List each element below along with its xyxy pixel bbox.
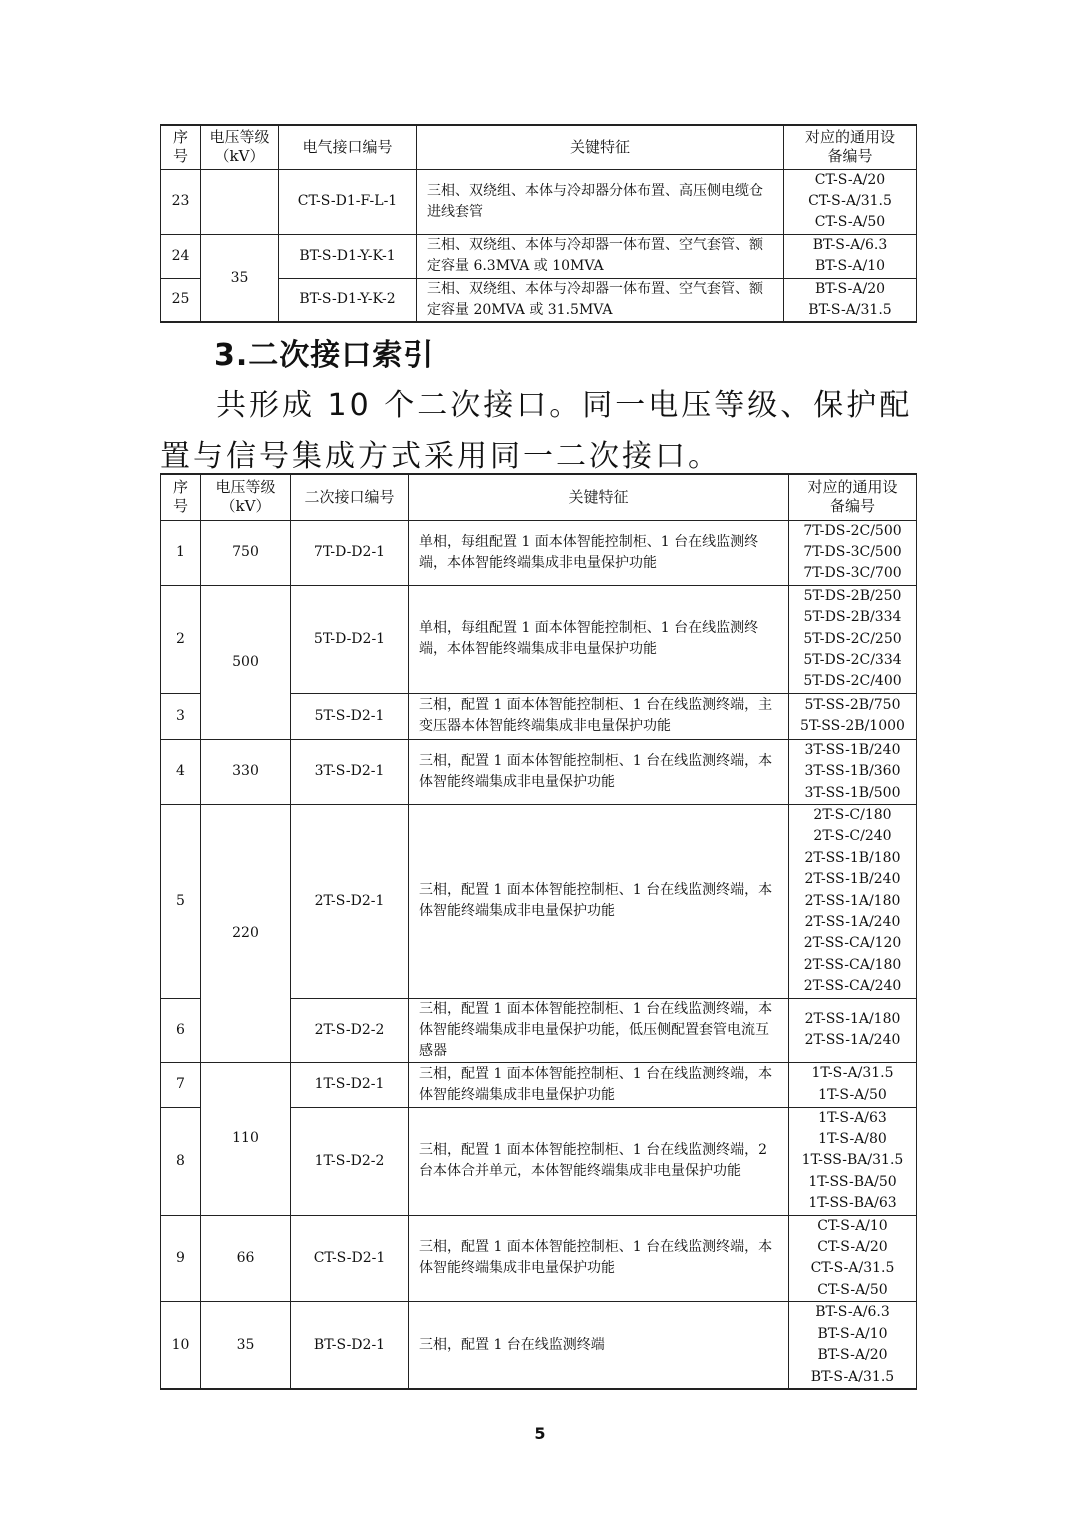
row-equipment: 5T-DS-2B/250 5T-DS-2B/334 5T-DS-2C/250 5T-DS-2C/334 5T-DS-2C/400 [789,585,917,693]
row-seq: 24 [161,234,201,278]
table-header-row [161,474,917,520]
row-equipment: 1T-S-A/31.5 1T-S-A/50 [789,1062,917,1107]
row-feature: 三相、双绕组、本体与冷却器一体布置、空气套管、额定容量 20MVA 或 31.5MVA [417,278,784,322]
table-row [161,804,917,998]
table-row [161,1215,917,1302]
row-feature: 三相，配置 1 面本体智能控制柜、1 台在线监测终端，本体智能终端集成非电量保护功能 [409,804,789,998]
row-seq: 2 [161,585,201,693]
row-voltage: 330 [201,739,291,804]
row-code: BT-S-D2-1 [291,1302,409,1389]
row-feature: 三相、双绕组、本体与冷却器一体布置、空气套管、额定容量 6.3MVA 或 10MVA [417,234,784,278]
row-voltage: 500 [201,585,291,739]
row-feature: 三相，配置 1 面本体智能控制柜、1 台在线监测终端，本体智能终端集成非电量保护功能 [409,1062,789,1107]
row-code: CT-S-D1-F-L-1 [279,169,417,234]
row-code: 3T-S-D2-1 [291,739,409,804]
row-code: 2T-S-D2-1 [291,804,409,998]
row-equipment: 1T-S-A/63 1T-S-A/80 1T-SS-BA/31.5 1T-SS-BA/50 1T-SS-BA/63 [789,1107,917,1215]
row-equipment: 5T-SS-2B/750 5T-SS-2B/1000 [789,693,917,739]
row-equipment: 7T-DS-2C/500 7T-DS-3C/500 7T-DS-3C/700 [789,520,917,585]
header-equipment: 对应的通用设 备编号 [784,125,917,169]
table-header-row [161,125,917,169]
row-seq: 9 [161,1215,201,1302]
table-row [161,169,917,234]
row-seq: 1 [161,520,201,585]
table-row [161,520,917,585]
row-feature: 三相，配置 1 面本体智能控制柜、1 台在线监测终端，本体智能终端集成非电量保护功能，低压侧配置套管电流互感器 [409,998,789,1062]
electrical-interface-table [160,124,917,323]
row-equipment: CT-S-A/10 CT-S-A/20 CT-S-A/31.5 CT-S-A/50 [789,1215,917,1302]
row-seq: 4 [161,739,201,804]
header-code: 二次接口编号 [291,474,409,520]
row-equipment: 2T-SS-1A/180 2T-SS-1A/240 [789,998,917,1062]
header-feature: 关键特征 [417,125,784,169]
row-equipment: BT-S-A/20 BT-S-A/31.5 [784,278,917,322]
row-seq: 5 [161,804,201,998]
row-code: 2T-S-D2-2 [291,998,409,1062]
row-seq: 8 [161,1107,201,1215]
row-code: 5T-D-D2-1 [291,585,409,693]
row-code: 5T-S-D2-1 [291,693,409,739]
row-equipment: BT-S-A/6.3 BT-S-A/10 [784,234,917,278]
row-equipment: 2T-S-C/180 2T-S-C/240 2T-SS-1B/180 2T-SS-1B/240 2T-SS-1A/180 2T-SS-1A/240 2T-SS-CA/120 2T-SS-CA/180 2T-SS-CA/240 [789,804,917,998]
row-feature: 单相，每组配置 1 面本体智能控制柜、1 台在线监测终端，本体智能终端集成非电量保护功能 [409,585,789,693]
row-voltage: 110 [201,1062,291,1215]
table-row [161,585,917,693]
row-feature: 三相，配置 1 台在线监测终端 [409,1302,789,1389]
header-seq: 序 号 [161,474,201,520]
row-code: BT-S-D1-Y-K-1 [279,234,417,278]
secondary-interface-table [160,473,917,1390]
row-feature: 三相，配置 1 面本体智能控制柜、1 台在线监测终端，2 台本体合并单元，本体智能终端集成非电量保护功能 [409,1107,789,1215]
row-voltage: 220 [201,804,291,1062]
table-row [161,234,917,278]
row-code: 7T-D-D2-1 [291,520,409,585]
header-feature: 关键特征 [409,474,789,520]
row-feature: 三相、双绕组、本体与冷却器分体布置、高压侧电缆仓进线套管 [417,169,784,234]
row-feature: 单相，每组配置 1 面本体智能控制柜、1 台在线监测终端，本体智能终端集成非电量保护功能 [409,520,789,585]
row-code: BT-S-D1-Y-K-2 [279,278,417,322]
header-code: 电气接口编号 [279,125,417,169]
header-equipment: 对应的通用设 备编号 [789,474,917,520]
table-row [161,1062,917,1107]
header-voltage: 电压等级 （kV） [201,474,291,520]
row-code: CT-S-D2-1 [291,1215,409,1302]
row-voltage: 35 [201,234,279,322]
row-code: 1T-S-D2-1 [291,1062,409,1107]
row-feature: 三相，配置 1 面本体智能控制柜、1 台在线监测终端，本体智能终端集成非电量保护功能 [409,1215,789,1302]
row-equipment: BT-S-A/6.3 BT-S-A/10 BT-S-A/20 BT-S-A/31.5 [789,1302,917,1389]
row-seq: 25 [161,278,201,322]
table-row [161,1302,917,1389]
row-seq: 7 [161,1062,201,1107]
row-voltage: 35 [201,1302,291,1389]
row-voltage: 750 [201,520,291,585]
row-seq: 6 [161,998,201,1062]
header-voltage: 电压等级 （kV） [201,125,279,169]
row-voltage: 66 [201,1215,291,1302]
header-seq: 序 号 [161,125,201,169]
section-heading: 3.二次接口索引 [214,338,435,373]
row-feature: 三相，配置 1 面本体智能控制柜、1 台在线监测终端，主变压器本体智能终端集成非电量保护功能 [409,693,789,739]
section-paragraph: 共形成 10 个二次接口。同一电压等级、保护配置与信号集成方式采用同一二次接口。 [160,388,913,474]
row-seq: 10 [161,1302,201,1389]
table-row [161,739,917,804]
row-code: 1T-S-D2-2 [291,1107,409,1215]
row-equipment: 3T-SS-1B/240 3T-SS-1B/360 3T-SS-1B/500 [789,739,917,804]
row-equipment: CT-S-A/20 CT-S-A/31.5 CT-S-A/50 [784,169,917,234]
row-feature: 三相，配置 1 面本体智能控制柜、1 台在线监测终端，本体智能终端集成非电量保护功能 [409,739,789,804]
row-seq: 23 [161,169,201,234]
page-number: 5 [534,1424,546,1443]
row-voltage [201,169,279,234]
row-seq: 3 [161,693,201,739]
